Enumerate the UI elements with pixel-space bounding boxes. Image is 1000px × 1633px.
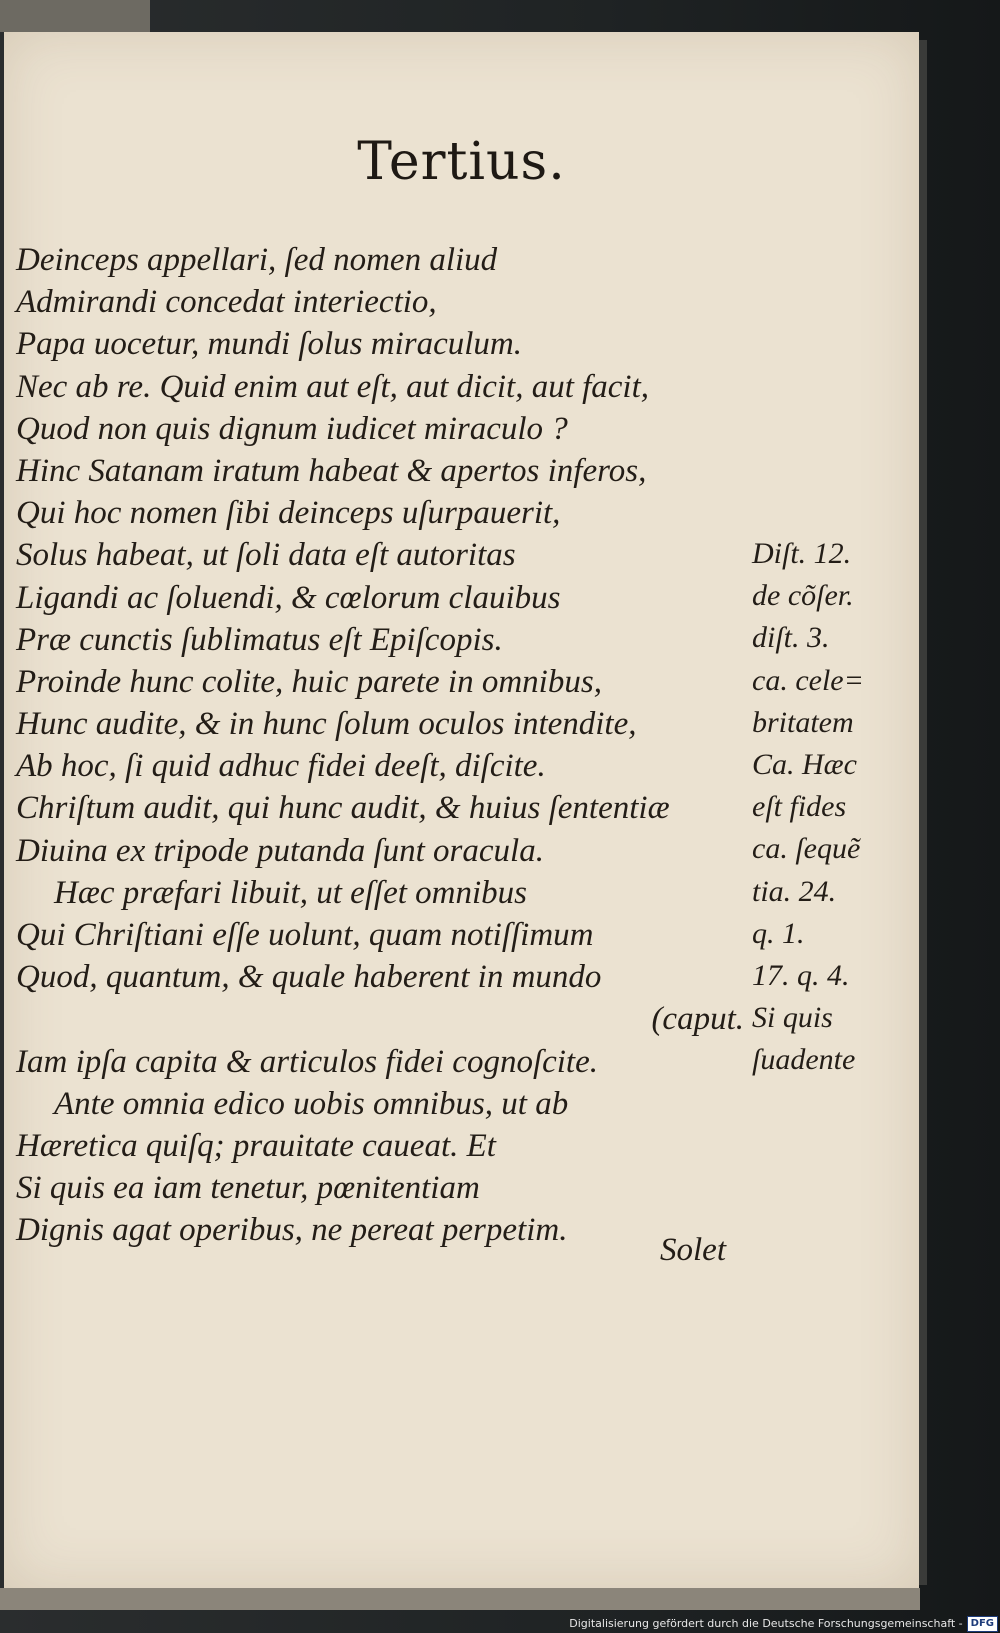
marginal-note: ca. cele= <box>752 663 864 697</box>
text-line: Hinc Satanam iratum habeat & apertos inferos, <box>16 452 647 489</box>
marginal-note: diſt. 3. <box>752 621 830 655</box>
text-line: Hæretica quiſq; prauitate caueat. Et <box>16 1127 496 1164</box>
digitization-footer <box>569 1614 998 1633</box>
text-line: Nec ab re. Quid enim aut eſt, aut dicit, aut facit, <box>16 368 650 405</box>
scan-bottom-strip <box>0 1588 920 1610</box>
marginal-note: 17. q. 4. <box>752 958 850 992</box>
page-edge <box>919 40 927 1585</box>
marginal-note: de cõſer. <box>752 579 854 613</box>
text-line: Iam ipſa capita & articulos fidei cognoſcite. <box>16 1043 598 1080</box>
text-line: Quod, quantum, & quale haberent in mundo <box>16 959 602 996</box>
footer-text: Digitalisierung gefördert durch die Deutsche Forschungsgemeinschaft - <box>569 1617 963 1630</box>
text-line: Hunc audite, & in hunc ſolum oculos intendite, <box>16 706 637 743</box>
text-line: Hæc præfari libuit, ut eſſet omnibus <box>54 874 528 911</box>
text-line: Chriſtum audit, qui hunc audit, & huius ſententiæ <box>16 790 670 827</box>
dfg-logo: DFG <box>967 1616 998 1632</box>
text-line: Qui hoc nomen ſibi deinceps uſurpauerit, <box>16 495 561 532</box>
text-line: Admirandi concedat interiectio, <box>16 284 437 321</box>
text-line: Ab hoc, ſi quid adhuc fidei deeſt, diſcite. <box>16 748 546 785</box>
text-line: Ante omnia edico uobis omnibus, ut ab <box>54 1085 569 1122</box>
book-page <box>4 32 919 1588</box>
scan-top-strip <box>0 0 150 32</box>
running-head: Tertius. <box>357 132 566 192</box>
text-line: Solus habeat, ut ſoli data eſt autoritas <box>16 537 516 574</box>
marginal-note: Diſt. 12. <box>752 537 852 570</box>
marginal-note: Ca. Hæc <box>752 747 857 781</box>
text-line: Papa uocetur, mundi ſolus miraculum. <box>16 326 522 363</box>
marginal-notes <box>752 533 902 1081</box>
text-line-turnover: (caput. <box>651 1001 744 1038</box>
text-line: Proinde hunc colite, huic parete in omnibus, <box>16 663 602 700</box>
text-line: Ligandi ac ſoluendi, & cœlorum clauibus <box>16 579 561 616</box>
marginal-note: eſt fides <box>752 790 847 824</box>
marginal-note: q. 1. <box>752 916 805 950</box>
marginal-note: ſuadente <box>752 1043 856 1077</box>
catchword: Solet <box>660 1232 726 1268</box>
text-line: Diuina ex tripode putanda ſunt oracula. <box>16 832 544 869</box>
text-line: Quod non quis dignum iudicet miraculo ? <box>16 410 568 447</box>
text-line: Dignis agat operibus, ne pereat perpetim. <box>16 1212 568 1249</box>
marginal-note: tia. 24. <box>752 874 837 908</box>
main-text <box>16 239 746 1252</box>
marginal-note: ca. ſequẽ <box>752 832 861 866</box>
marginal-note: britatem <box>752 705 854 739</box>
text-line: Præ cunctis ſublimatus eſt Epiſcopis. <box>16 621 503 658</box>
marginal-note: Si quis <box>752 1001 833 1035</box>
text-line: Si quis ea iam tenetur, pœnitentiam <box>16 1170 480 1207</box>
text-line: Deinceps appellari, ſed nomen aliud <box>16 242 498 278</box>
text-line: Qui Chriſtiani eſſe uolunt, quam notiſſimum <box>16 917 594 953</box>
